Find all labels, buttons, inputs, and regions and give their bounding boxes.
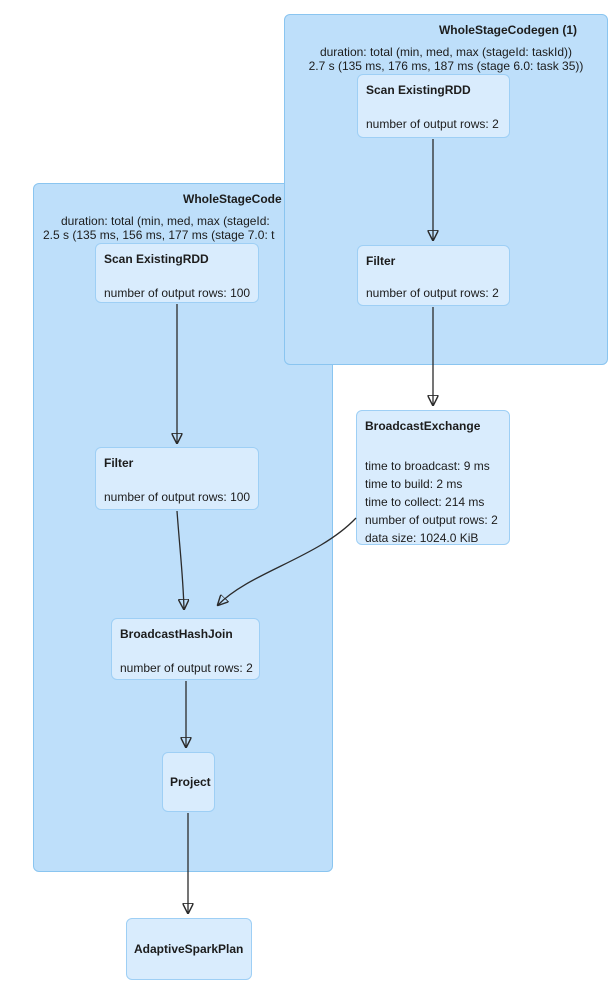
node-metric: number of output rows: 100 xyxy=(104,490,251,504)
node-metric: number of output rows: 2 xyxy=(366,286,499,300)
node-title: AdaptiveSparkPlan xyxy=(134,942,244,956)
plan-node-broadcasthashjoin[interactable] xyxy=(111,618,260,680)
cluster-duration-line2: 2.5 s (135 ms, 156 ms, 177 ms (stage 7.0: t xyxy=(43,228,275,242)
plan-node-project[interactable] xyxy=(162,752,215,812)
cluster-duration-line1: duration: total (min, med, max (stageId: taskId)) xyxy=(319,45,573,59)
node-title: BroadcastHashJoin xyxy=(120,627,233,641)
node-title: Project xyxy=(170,775,211,789)
plan-node-scan-existingrdd-left[interactable] xyxy=(95,243,259,303)
plan-node-filter-right[interactable] xyxy=(357,245,510,306)
cluster-wholestagecodegen-1 xyxy=(284,14,608,365)
node-metric: number of output rows: 100 xyxy=(104,286,251,300)
plan-node-filter-left[interactable] xyxy=(95,447,259,510)
node-metric: data size: 1024.0 KiB xyxy=(365,531,479,545)
node-title: Scan ExistingRDD xyxy=(366,83,471,97)
node-metric: time to build: 2 ms xyxy=(365,477,463,491)
cluster-duration-line1: duration: total (min, med, max (stageId: xyxy=(61,214,270,228)
plan-node-adaptivesparkplan[interactable] xyxy=(126,918,252,980)
node-title: Filter xyxy=(104,456,134,470)
cluster-title: WholeStageCodegen (1) xyxy=(438,23,577,37)
node-metric: time to collect: 214 ms xyxy=(365,495,485,509)
node-metric: number of output rows: 2 xyxy=(365,513,498,527)
node-metric: time to broadcast: 9 ms xyxy=(365,459,490,473)
plan-node-scan-existingrdd-right[interactable] xyxy=(357,74,510,138)
node-metric: number of output rows: 2 xyxy=(120,661,253,675)
node-metric: number of output rows: 2 xyxy=(366,117,499,131)
cluster-duration-line2: 2.7 s (135 ms, 176 ms, 187 ms (stage 6.0: task 35)) xyxy=(308,59,584,73)
cluster-title: WholeStageCode xyxy=(183,192,282,206)
plan-node-broadcastexchange[interactable] xyxy=(356,410,510,545)
node-title: Filter xyxy=(366,254,396,268)
node-metrics xyxy=(365,457,498,547)
node-title: BroadcastExchange xyxy=(365,419,481,433)
node-title: Scan ExistingRDD xyxy=(104,252,209,266)
